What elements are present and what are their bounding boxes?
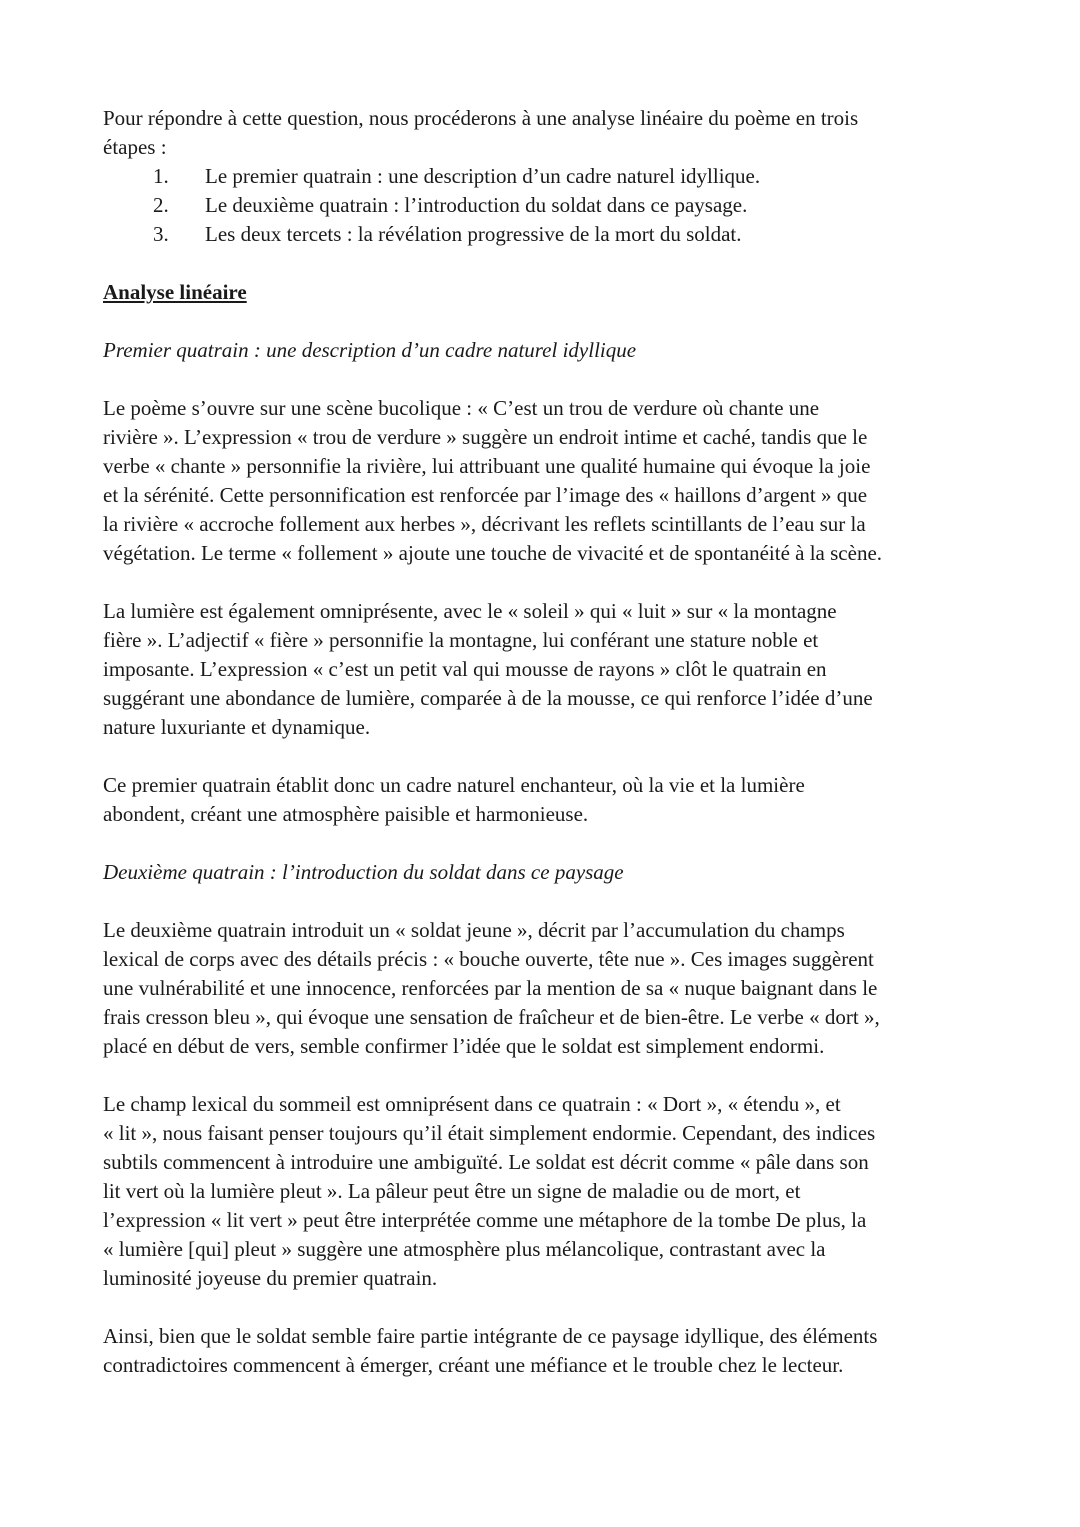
list-item <box>103 191 1003 220</box>
text-line: verbe « chante » personnifie la rivière, lui attribuant une qualité humaine qui évoque la joie <box>103 454 871 478</box>
text-line: une vulnérabilité et une innocence, renforcées par la mention de sa « nuque baignant dans le <box>103 976 878 1000</box>
text-line: l’expression « lit vert » peut être interprétée comme une métaphore de la tombe De plus, la <box>103 1208 867 1232</box>
text-line: la rivière « accroche follement aux herbes », décrivant les reflets scintillants de l’eau sur la <box>103 512 866 536</box>
section-heading: Analyse linéaire <box>103 280 247 304</box>
text-line: contradictoires commencent à émerger, créant une méfiance et le trouble chez le lecteur. <box>103 1353 844 1377</box>
text-line: imposante. L’expression « c’est un petit val qui mousse de rayons » clôt le quatrain en <box>103 657 827 681</box>
text-line: Pour répondre à cette question, nous procéderons à une analyse linéaire du poème en trois <box>103 106 859 130</box>
text-line: fière ». L’adjectif « fière » personnifie la montagne, lui conférant une stature noble et <box>103 628 819 652</box>
text-line: subtils commencent à introduire une ambiguïté. Le soldat est décrit comme « pâle dans son <box>103 1150 869 1174</box>
text-line: nature luxuriante et dynamique. <box>103 715 371 739</box>
list-item <box>103 162 1003 191</box>
text-line: étapes : <box>103 135 167 159</box>
text-line: La lumière est également omniprésente, avec le « soleil » qui « luit » sur « la montagne <box>103 599 837 623</box>
paragraph <box>103 1090 1003 1293</box>
text-line: Le deuxième quatrain introduit un « soldat jeune », décrit par l’accumulation du champs <box>103 918 845 942</box>
text-line: et la sérénité. Cette personnification est renforcée par l’image des « haillons d’argent » que <box>103 483 868 507</box>
list-text: Le deuxième quatrain : l’introduction du soldat dans ce paysage. <box>205 193 748 217</box>
text-line: frais cresson bleu », qui évoque une sensation de fraîcheur et de bien-être. Le verbe « dort », <box>103 1005 880 1029</box>
intro-paragraph <box>103 104 1003 162</box>
subsection-title: Premier quatrain : une description d’un cadre naturel idyllique <box>103 338 637 362</box>
text-line: suggérant une abondance de lumière, comparée à de la mousse, ce qui renforce l’idée d’une <box>103 686 873 710</box>
paragraph <box>103 597 1003 742</box>
text-line: Ainsi, bien que le soldat semble faire partie intégrante de ce paysage idyllique, des éléments <box>103 1324 878 1348</box>
steps-list <box>103 162 1003 249</box>
paragraph <box>103 771 1003 829</box>
text-line: « lumière [qui] pleut » suggère une atmosphère plus mélancolique, contrastant avec la <box>103 1237 826 1261</box>
list-text: Les deux tercets : la révélation progressive de la mort du soldat. <box>205 222 742 246</box>
text-line: Le champ lexical du sommeil est omniprésent dans ce quatrain : « Dort », « étendu », et <box>103 1092 841 1116</box>
text-line: végétation. Le terme « follement » ajoute une touche de vivacité et de spontanéité à la scène. <box>103 541 883 565</box>
list-number: 3. <box>153 222 169 246</box>
list-number: 2. <box>153 193 169 217</box>
list-number: 1. <box>153 164 169 188</box>
text-line: lexical de corps avec des détails précis : « bouche ouverte, tête nue ». Ces images suggèrent <box>103 947 874 971</box>
text-line: placé en début de vers, semble confirmer l’idée que le soldat est simplement endormi. <box>103 1034 825 1058</box>
text-line: abondent, créant une atmosphère paisible et harmonieuse. <box>103 802 589 826</box>
text-line: « lit », nous faisant penser toujours qu’il était simplement endormie. Cependant, des indices <box>103 1121 876 1145</box>
subsection-title: Deuxième quatrain : l’introduction du soldat dans ce paysage <box>103 860 624 884</box>
list-text: Le premier quatrain : une description d’un cadre naturel idyllique. <box>205 164 761 188</box>
paragraph <box>103 1322 1003 1380</box>
paragraph <box>103 394 1003 568</box>
paragraph <box>103 916 1003 1061</box>
text-line: lit vert où la lumière pleut ». La pâleur peut être un signe de maladie ou de mort, et <box>103 1179 801 1203</box>
list-item <box>103 220 1003 249</box>
document-page <box>103 104 1003 1380</box>
text-line: Ce premier quatrain établit donc un cadre naturel enchanteur, où la vie et la lumière <box>103 773 805 797</box>
text-line: rivière ». L’expression « trou de verdure » suggère un endroit intime et caché, tandis que le <box>103 425 868 449</box>
text-line: luminosité joyeuse du premier quatrain. <box>103 1266 438 1290</box>
text-line: Le poème s’ouvre sur une scène bucolique : « C’est un trou de verdure où chante une <box>103 396 820 420</box>
